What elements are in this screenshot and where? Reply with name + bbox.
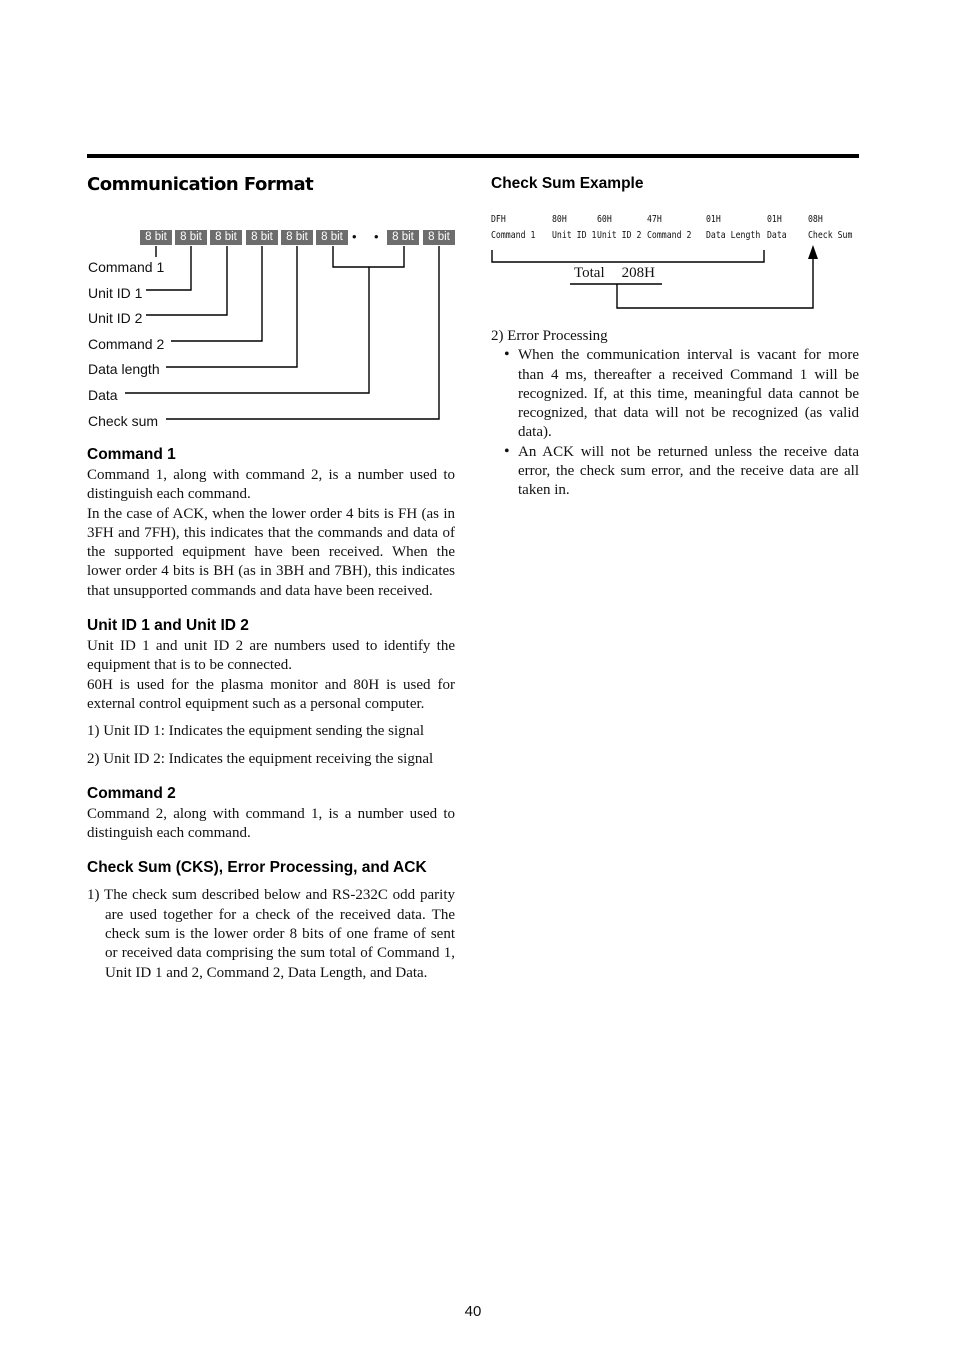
heading-command2: Command 2 bbox=[87, 784, 176, 802]
ellipsis-dot: • bbox=[374, 229, 379, 244]
right-column bbox=[491, 327, 859, 501]
bit-box-check-sum: 8 bit bbox=[423, 230, 455, 245]
paragraph: When the communication interval is vacant for more than 4 ms, thereafter a received Command 1 will be recognized. If, at this time, meaningful data cannot be recognized, that data will not be recognized (as valid data). bbox=[518, 347, 859, 441]
total-value: 208H bbox=[621, 265, 655, 281]
list-item bbox=[491, 346, 859, 442]
bit-box-command2: 8 bit bbox=[246, 230, 278, 245]
bit-box-data-end: 8 bit bbox=[387, 230, 419, 245]
paragraph: Unit ID 1 and unit ID 2 are numbers used to identify the equipment that is to be connected. bbox=[87, 638, 455, 674]
paragraph: 60H is used for the plasma monitor and 80H is used for external control equipment such as a personal computer. bbox=[87, 676, 455, 712]
field-label-unit-id2: Unit ID 2 bbox=[88, 310, 143, 326]
hex-value: 08H bbox=[808, 214, 823, 225]
heading-unit-id: Unit ID 1 and Unit ID 2 bbox=[87, 617, 249, 635]
section-check-sum bbox=[87, 859, 455, 982]
field-label-data: Data bbox=[88, 387, 118, 403]
field-label-data-length: Data length bbox=[88, 361, 160, 377]
list-item: 2) Unit ID 2: Indicates the equipment receiving the signal bbox=[87, 750, 434, 767]
paragraph: Command 1, along with command 2, is a number used to distinguish each command. bbox=[87, 467, 455, 503]
hex-value: 47H bbox=[647, 214, 662, 225]
field-label: Data bbox=[767, 230, 787, 241]
field-label-command1: Command 1 bbox=[88, 259, 165, 275]
field-label: Unit ID 2 bbox=[597, 230, 642, 241]
heading-check-sum: Check Sum (CKS), Error Processing, and ACK bbox=[87, 859, 427, 877]
heading-error-processing: 2) Error Processing bbox=[491, 328, 608, 344]
paragraph: Command 2, along with command 1, is a number used to distinguish each command. bbox=[87, 805, 455, 842]
paragraph: In the case of ACK, when the lower order 4 bits is FH (as in 3FH and 7FH), this indicates that the commands and data of the supported equipment have been received. When the lower order 4 bits is BH (as in 3BH and 7BH), this indicates that unsupported commands and data have been received. bbox=[87, 505, 455, 599]
total-label: Total bbox=[574, 265, 605, 281]
hex-value: 01H bbox=[767, 214, 782, 225]
section-command2 bbox=[87, 785, 455, 844]
bit-box-data-length: 8 bit bbox=[281, 230, 313, 245]
heading-checksum-example: Check Sum Example bbox=[491, 175, 644, 192]
field-label: Command 1 bbox=[491, 230, 536, 241]
field-label: Check Sum bbox=[808, 230, 853, 241]
heading-command1: Command 1 bbox=[87, 446, 176, 463]
bit-box-command1: 8 bit bbox=[140, 230, 172, 245]
field-label: Unit ID 1 bbox=[552, 230, 597, 241]
field-label: Command 2 bbox=[647, 230, 692, 241]
ellipsis-dot: • bbox=[352, 229, 357, 244]
bullet: • bbox=[504, 346, 510, 364]
field-label-check-sum: Check sum bbox=[88, 413, 159, 429]
hex-value: 01H bbox=[706, 214, 721, 225]
page-number: 40 bbox=[464, 1303, 482, 1320]
checksum-connector-lines bbox=[0, 0, 954, 320]
bit-box-unit-id2: 8 bit bbox=[210, 230, 242, 245]
list-item: 1) Unit ID 1: Indicates the equipment sending the signal bbox=[87, 723, 425, 740]
left-column bbox=[87, 446, 455, 999]
hex-value: 80H bbox=[552, 214, 567, 225]
list-item bbox=[491, 443, 859, 501]
field-label-command2: Command 2 bbox=[88, 336, 165, 352]
page-title: Communication Format bbox=[87, 174, 314, 195]
section-command1 bbox=[87, 446, 455, 601]
bit-box-data-start: 8 bit bbox=[316, 230, 348, 245]
bullet: • bbox=[504, 442, 510, 460]
bit-box-unit-id1: 8 bit bbox=[175, 230, 207, 245]
field-label-unit-id1: Unit ID 1 bbox=[88, 285, 143, 301]
list-item: 1) The check sum described below and RS-232C odd parity are used together for a check of the received data. The check sum is the lower order 8 bits of one frame of sent or received data comprising the sum total of Command 1, Unit ID 1 and 2, Command 2, Data Length, and Data. bbox=[87, 887, 455, 981]
field-label: Data Length bbox=[706, 230, 761, 241]
paragraph: An ACK will not be returned unless the receive data error, the check sum error, and the receive data are all taken in. bbox=[518, 443, 859, 499]
hex-value: DFH bbox=[491, 214, 506, 225]
section-unit-id bbox=[87, 617, 455, 769]
hex-value: 60H bbox=[597, 214, 612, 225]
